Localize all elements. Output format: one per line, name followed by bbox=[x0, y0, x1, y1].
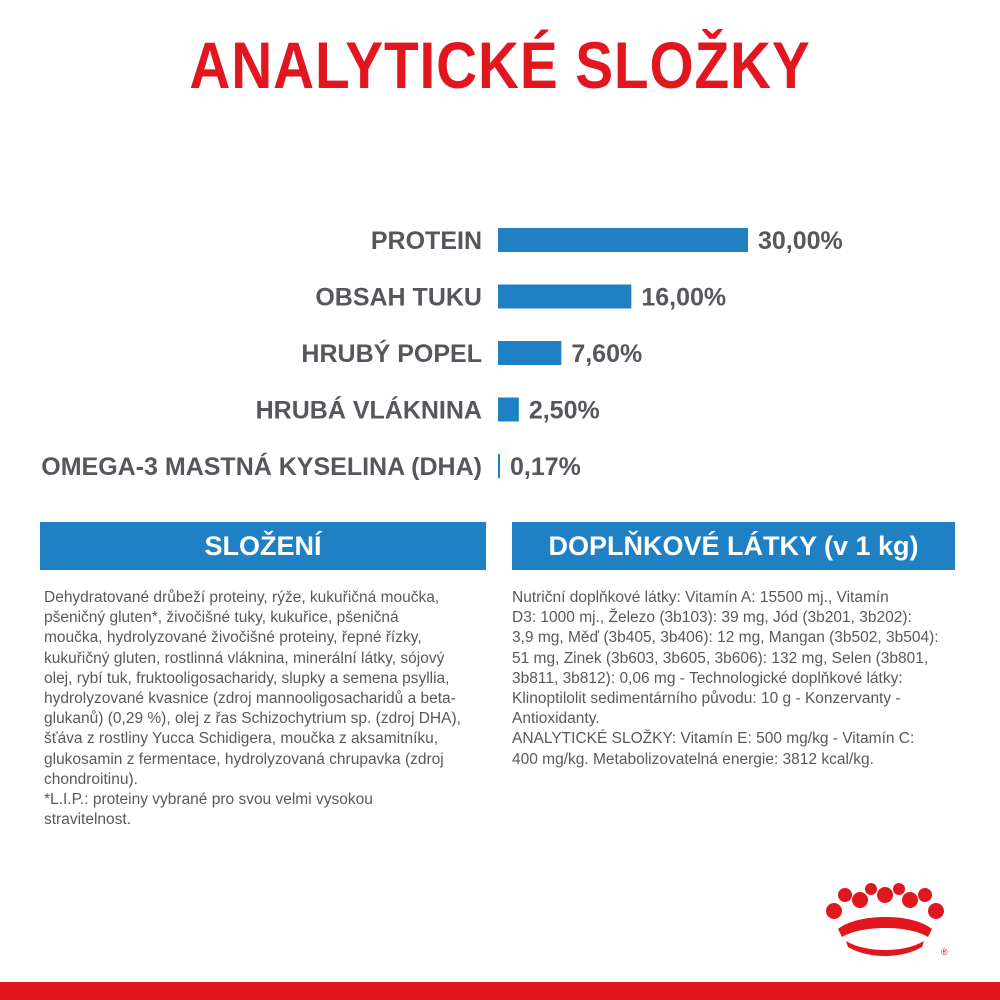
text-line: glukanů) (0,29 %), olej z řas Schizochytrium sp. (zdroj DHA), bbox=[44, 710, 461, 728]
text-line: 51 mg, Zinek (3b603, 3b605, 3b606): 132 mg, Selen (3b801, bbox=[512, 649, 929, 667]
slozeni-text bbox=[44, 588, 504, 830]
doplnkove-latky-header-label: DOPLŇKOVÉ LÁTKY (v 1 kg) bbox=[548, 531, 919, 561]
bar bbox=[498, 341, 561, 365]
bar-value-label: 0,17% bbox=[510, 453, 581, 481]
bar-value-label: 2,50% bbox=[528, 396, 600, 425]
svg-text:®: ® bbox=[941, 947, 948, 957]
text-line: olej, rybí tuk, fruktooligosacharidy, slupky a semena psyllia, bbox=[44, 669, 450, 687]
bar-label: HRUBÁ VLÁKNINA bbox=[255, 396, 482, 425]
bar-value-label: 30,00% bbox=[758, 227, 843, 255]
text-line: stravitelnost. bbox=[44, 811, 132, 829]
text-line: glukosamin z fermentace, hydrolyzovaná chrupavka (zdroj bbox=[44, 750, 444, 768]
bar bbox=[498, 285, 631, 309]
page-title: ANALYTICKÉ SLOŽKY bbox=[189, 28, 811, 102]
text-line: Dehydratované drůbeží proteiny, rýže, kukuřičná moučka, bbox=[44, 589, 440, 606]
doplnkove-latky-header bbox=[512, 522, 955, 570]
bar-value-label: 7,60% bbox=[571, 340, 643, 368]
text-line: D3: 1000 mj., Železo (3b103): 39 mg, Jód (3b201, 3b202): bbox=[512, 609, 912, 627]
text-line: hydrolyzované kvasnice (zdroj mannooligosacharidů a beta- bbox=[44, 690, 456, 708]
text-line: 400 mg/kg. Metabolizovatelná energie: 3812 kcal/kg. bbox=[512, 750, 874, 768]
bar-label: OBSAH TUKU bbox=[315, 283, 482, 312]
bar-label: HRUBÝ POPEL bbox=[301, 340, 482, 368]
text-line: ANALYTICKÉ SLOŽKY: Vitamín E: 500 mg/kg - Vitamín C: bbox=[512, 730, 915, 748]
royal-canin-crown-icon bbox=[820, 883, 950, 958]
doplnkove-latky-text bbox=[512, 588, 982, 770]
bar-value-label: 16,00% bbox=[641, 283, 727, 312]
text-line: pšeničný gluten*, živočišné tuky, kukuřice, pšeničná bbox=[44, 609, 399, 627]
text-line: *L.I.P.: proteiny vybrané pro svou velmi vysokou bbox=[44, 791, 373, 809]
slozeni-header bbox=[40, 522, 486, 570]
bar-label: OMEGA-3 MASTNÁ KYSELINA (DHA) bbox=[41, 453, 482, 481]
text-line: šťáva z rostliny Yucca Schidigera, moučka z aksamitníku, bbox=[44, 730, 439, 748]
text-line: kukuřičný gluten, rostlinná vláknina, minerální látky, sójový bbox=[44, 649, 445, 667]
text-line: 3b811, 3b812): 0,06 mg - Technologické doplňkové látky: bbox=[512, 669, 903, 687]
text-line: Antioxidanty. bbox=[512, 710, 600, 728]
bar bbox=[498, 398, 519, 422]
bar bbox=[498, 454, 500, 478]
bar-label: PROTEIN bbox=[370, 227, 482, 255]
bottom-red-strip bbox=[0, 982, 1000, 1000]
nutrient-bar-chart bbox=[0, 200, 1000, 500]
text-line: chondroitinu). bbox=[44, 770, 138, 788]
text-line: 3,9 mg, Měď (3b405, 3b406): 12 mg, Mangan (3b502, 3b504): bbox=[512, 629, 939, 647]
text-line: Klinoptilolit sedimentárního původu: 10 g - Konzervanty - bbox=[512, 690, 901, 708]
text-line: Nutriční doplňkové látky: Vitamín A: 15500 mj., Vitamín bbox=[512, 589, 889, 606]
text-line: moučka, hydrolyzované živočišné proteiny, řepné řízky, bbox=[44, 629, 422, 647]
bar bbox=[498, 228, 748, 252]
slozeni-header-label: SLOŽENÍ bbox=[204, 531, 322, 561]
